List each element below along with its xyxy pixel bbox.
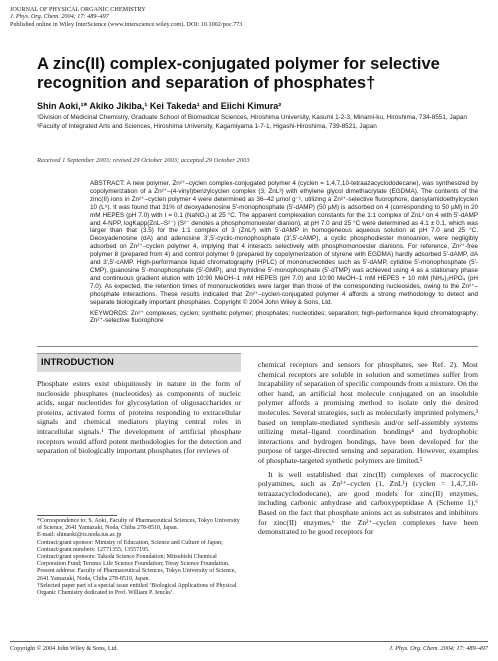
footnote-divider xyxy=(37,515,117,516)
abstract-divider xyxy=(37,346,478,347)
intro-paragraph-1-cont: chemical receptors and sensors for phosphates, see Ref. 2). Most chemical receptors are soluble in solution and sometimes suffer from incapability of separation of specific compounds from a mixture. On the other hand, an artificial host molecule conjugated on an insoluble polymer affords a promising method to isolate only the desired molecules. Several strategies, such as molecularly imprinted polymers,³ based on template-mediated synthesis and/or self-assembly systems utilizing metal–ligand coordination bondings⁴ and hydrophobic interactions and hydrogen bondings, have been developed for the purpose of target-directed sensing and separation. However, examples of phosphate-targeted synthetic polymers are limited.⁵ xyxy=(258,360,478,465)
affiliation-2: ²Faculty of Integrated Arts and Sciences, Hiroshima University, Kagamiyama 1-7-1, Higashi-Hiroshima, 739-8521, Japan xyxy=(37,122,377,130)
intro-paragraph-1: Phosphate esters exist ubiquitously in nature in the form of nucleoside phosphates (nucleotides) as components of nucleic acids, sugar nucleotides for glycosylation of oligosaccharides or proteins, activated forms of proteins responding to extracellular signals and chemical mediators playing central roles in intracellular signals.¹ The development of artificial phosphate receptors would afford potent methodologies for the detection and separation of biologically important phosphates (for reviews of xyxy=(37,379,241,456)
journal-header xyxy=(10,6,242,28)
footnote-present-address: Present address: Faculty of Pharmaceutical Sciences, Tokyo University of Science, 2641 Yamazaki, Noda, Chiba 278-8510, Japan. xyxy=(37,568,236,582)
author-list: Shin Aoki,¹* Akiko Jikiba,¹ Kei Takeda¹ and Eiichi Kimura² xyxy=(37,101,282,111)
footer-divider xyxy=(10,641,488,642)
received-dates: Received 1 September 2003; revised 29 October 2003; accepted 29 October 2003 xyxy=(37,157,250,164)
journal-citation: J. Phys. Org. Chem. 2004; 17: 489–497 xyxy=(10,13,109,21)
intro-paragraph-2: It is well established that zinc(II) complexes of macrocyclic polyamines, such as Zn²⁺–cyclen (1, ZnL¹) (cyclen = 1,4,7,10-tetraazacyclododecane), are good models for zinc(II) enzymes, including carbonic anhydrase and carboxypeptidase A (Scheme 1).⁶ Based on the fact that phosphate anions act as substrates and inhibitors for zinc(II) enzymes,⁶ the Zn²⁺–cyclen complexes have been demonstrated to be good receptors for xyxy=(258,469,478,537)
footnotes xyxy=(37,518,241,597)
footer-citation: J. Phys. Org. Chem. 2004; 17: 489–497 xyxy=(389,645,488,652)
section-heading: INTRODUCTION xyxy=(41,357,114,368)
affiliation-1: ¹Division of Medicinal Chemistry, Graduate School of Biomedical Sciences, Hiroshima University, Kasumi 1-2-3, Minami-ku, Hiroshima, 734-8551, Japan xyxy=(37,114,467,121)
abstract-text: ABSTRACT: A new polymer, Zn²⁺–cyclen complex-conjugated polymer 4 (cyclen = 1,4,7,10-tetraazacyclododecane), was synthesized by copolymerization of a Zn²⁺–(4-vinyl)benzylcyclen complex (3, ZnL³) with ethylene glycol dimethacrylate (EGDMA). The contents of the zinc(II) ions in Zn²⁺–cyclen polymer 4 were determined as 36–42 µmol g⁻¹, utilizing a Zn²⁺-selective fluorophore, dansylamidoethylcyclen 10 (L⁵). It was found that 31% of deoxyadenosine 5′-monophosphate (5′-dAMP) (50 µM) is adsorbed on 4 (corresponding to 50 µM) in 20 mM HEPES (pH 7.0) with I = 0.1 (NaNO₃) at 25 °C. The apparent complexation constants for the 1:1 complex of ZnL² on 4 with 5′-dAMP and 4-NPP, logKapp(ZnL–S²⁻) (S²⁻ denotes a phosphomonoester dianion), at pH 7.0 and 25 °C were determined as 4.1 ± 0.1, which was larger than that (3.5) for the 1:1 complex of 3 (ZnL³) with 5′-dAMP in homogeneous aqueous solution at pH 7.0 and 25 °C. Deoxyadenosine (dA) and adenosine 3′,5′-cyclic-monophosphate (3′,5′-cAMP), a cyclic phosphodiester monoanion, were negligibly adsorbed on Zn²⁺–cyclen polymer 4, implying that 4 interacts selectively with phosphomonoester dianions. For reference, Zn²⁺-free polymer 8 (prepared from 4) and control polymer 9 (prepared by copolymerization of styrene with EGDMA) hardly adsorbed 5′-dAMP, dA and 3′,5′-cAMP. High-performance liquid chromatography (HPLC) of mononucleotides such as 5′-dAMP, cytidine 5′-monophosphate (5′-CMP), guanosine 5′-monophosphate (5′-GMP), and thymidine 5′-monophosphate (5′-dTMP) was achieved using 4 as a stationary phase and continuous gradient elution with 10:90 MeOH–1 mM HEPES (pH 7.0) and 10:90 MeOH–1 mM HEPES + 10 mM (NH₄)₂HPO₄ (pH 7.0). As expected, the retention times of mononucleotides were larger than those of the corresponding nucleosides, owing to the Zn²⁺–phosphate interactions. These results indicated that Zn²⁺–cyclen-conjugated polymer 4 affords a strong methodology to detect and separate biologically important phosphates. Copyright © 2004 John Wiley & Sons, Ltd. xyxy=(90,180,478,306)
footer-copyright: Copyright © 2004 John Wiley & Sons, Ltd. xyxy=(10,645,118,652)
abstract xyxy=(90,180,478,325)
footnote-special-issue: †Selected paper part of a special issue entitled ‘Biological Applications of Physical Organic Chemistry dedicated to Prof. William P. Jencks’. xyxy=(37,582,237,597)
left-column xyxy=(37,379,241,456)
right-column xyxy=(258,360,478,537)
footnote-email: E-mail: shinaoki@rs.noda.tus.ac.jp xyxy=(37,532,122,539)
doi-line: Published online in Wiley InterScience (www.interscience.wiley.com). DOI: 10.1002/poc.773 xyxy=(10,20,243,28)
section-heading-box xyxy=(37,353,241,372)
journal-name: JOURNAL OF PHYSICAL ORGANIC CHEMISTRY xyxy=(10,6,146,13)
keywords: KEYWORDS: Zn²⁺ complexes; cyclen; synthetic polymer; phosphates; nucleotides; separation; high-performance liquid chromatography; Zn²⁺-selective fluorophore xyxy=(90,309,478,325)
footnote-grant-2: Contract/grant sponsors: Takeda Science Foundation; Mitsubishi Chemical Corporation Fund; Terumo Life Science Foundation; Toray Science Foundation. xyxy=(37,554,230,568)
affiliations xyxy=(37,114,477,132)
article-title: A zinc(II) complex-conjugated polymer for selective recognition and separation of phosphates† xyxy=(37,55,440,92)
footnote-grant-1: Contract/grant sponsor: Ministry of Education, Science and Culture of Japan; Contract/grant numbers: 12771355; 13557195. xyxy=(37,539,223,553)
footnote-correspondence: *Correspondence to: S. Aoki, Faculty of Pharmaceutical Sciences, Tokyo University of Science, 2641 Yamazaki, Noda, Chiba 278-8510, Japan. xyxy=(37,518,240,532)
